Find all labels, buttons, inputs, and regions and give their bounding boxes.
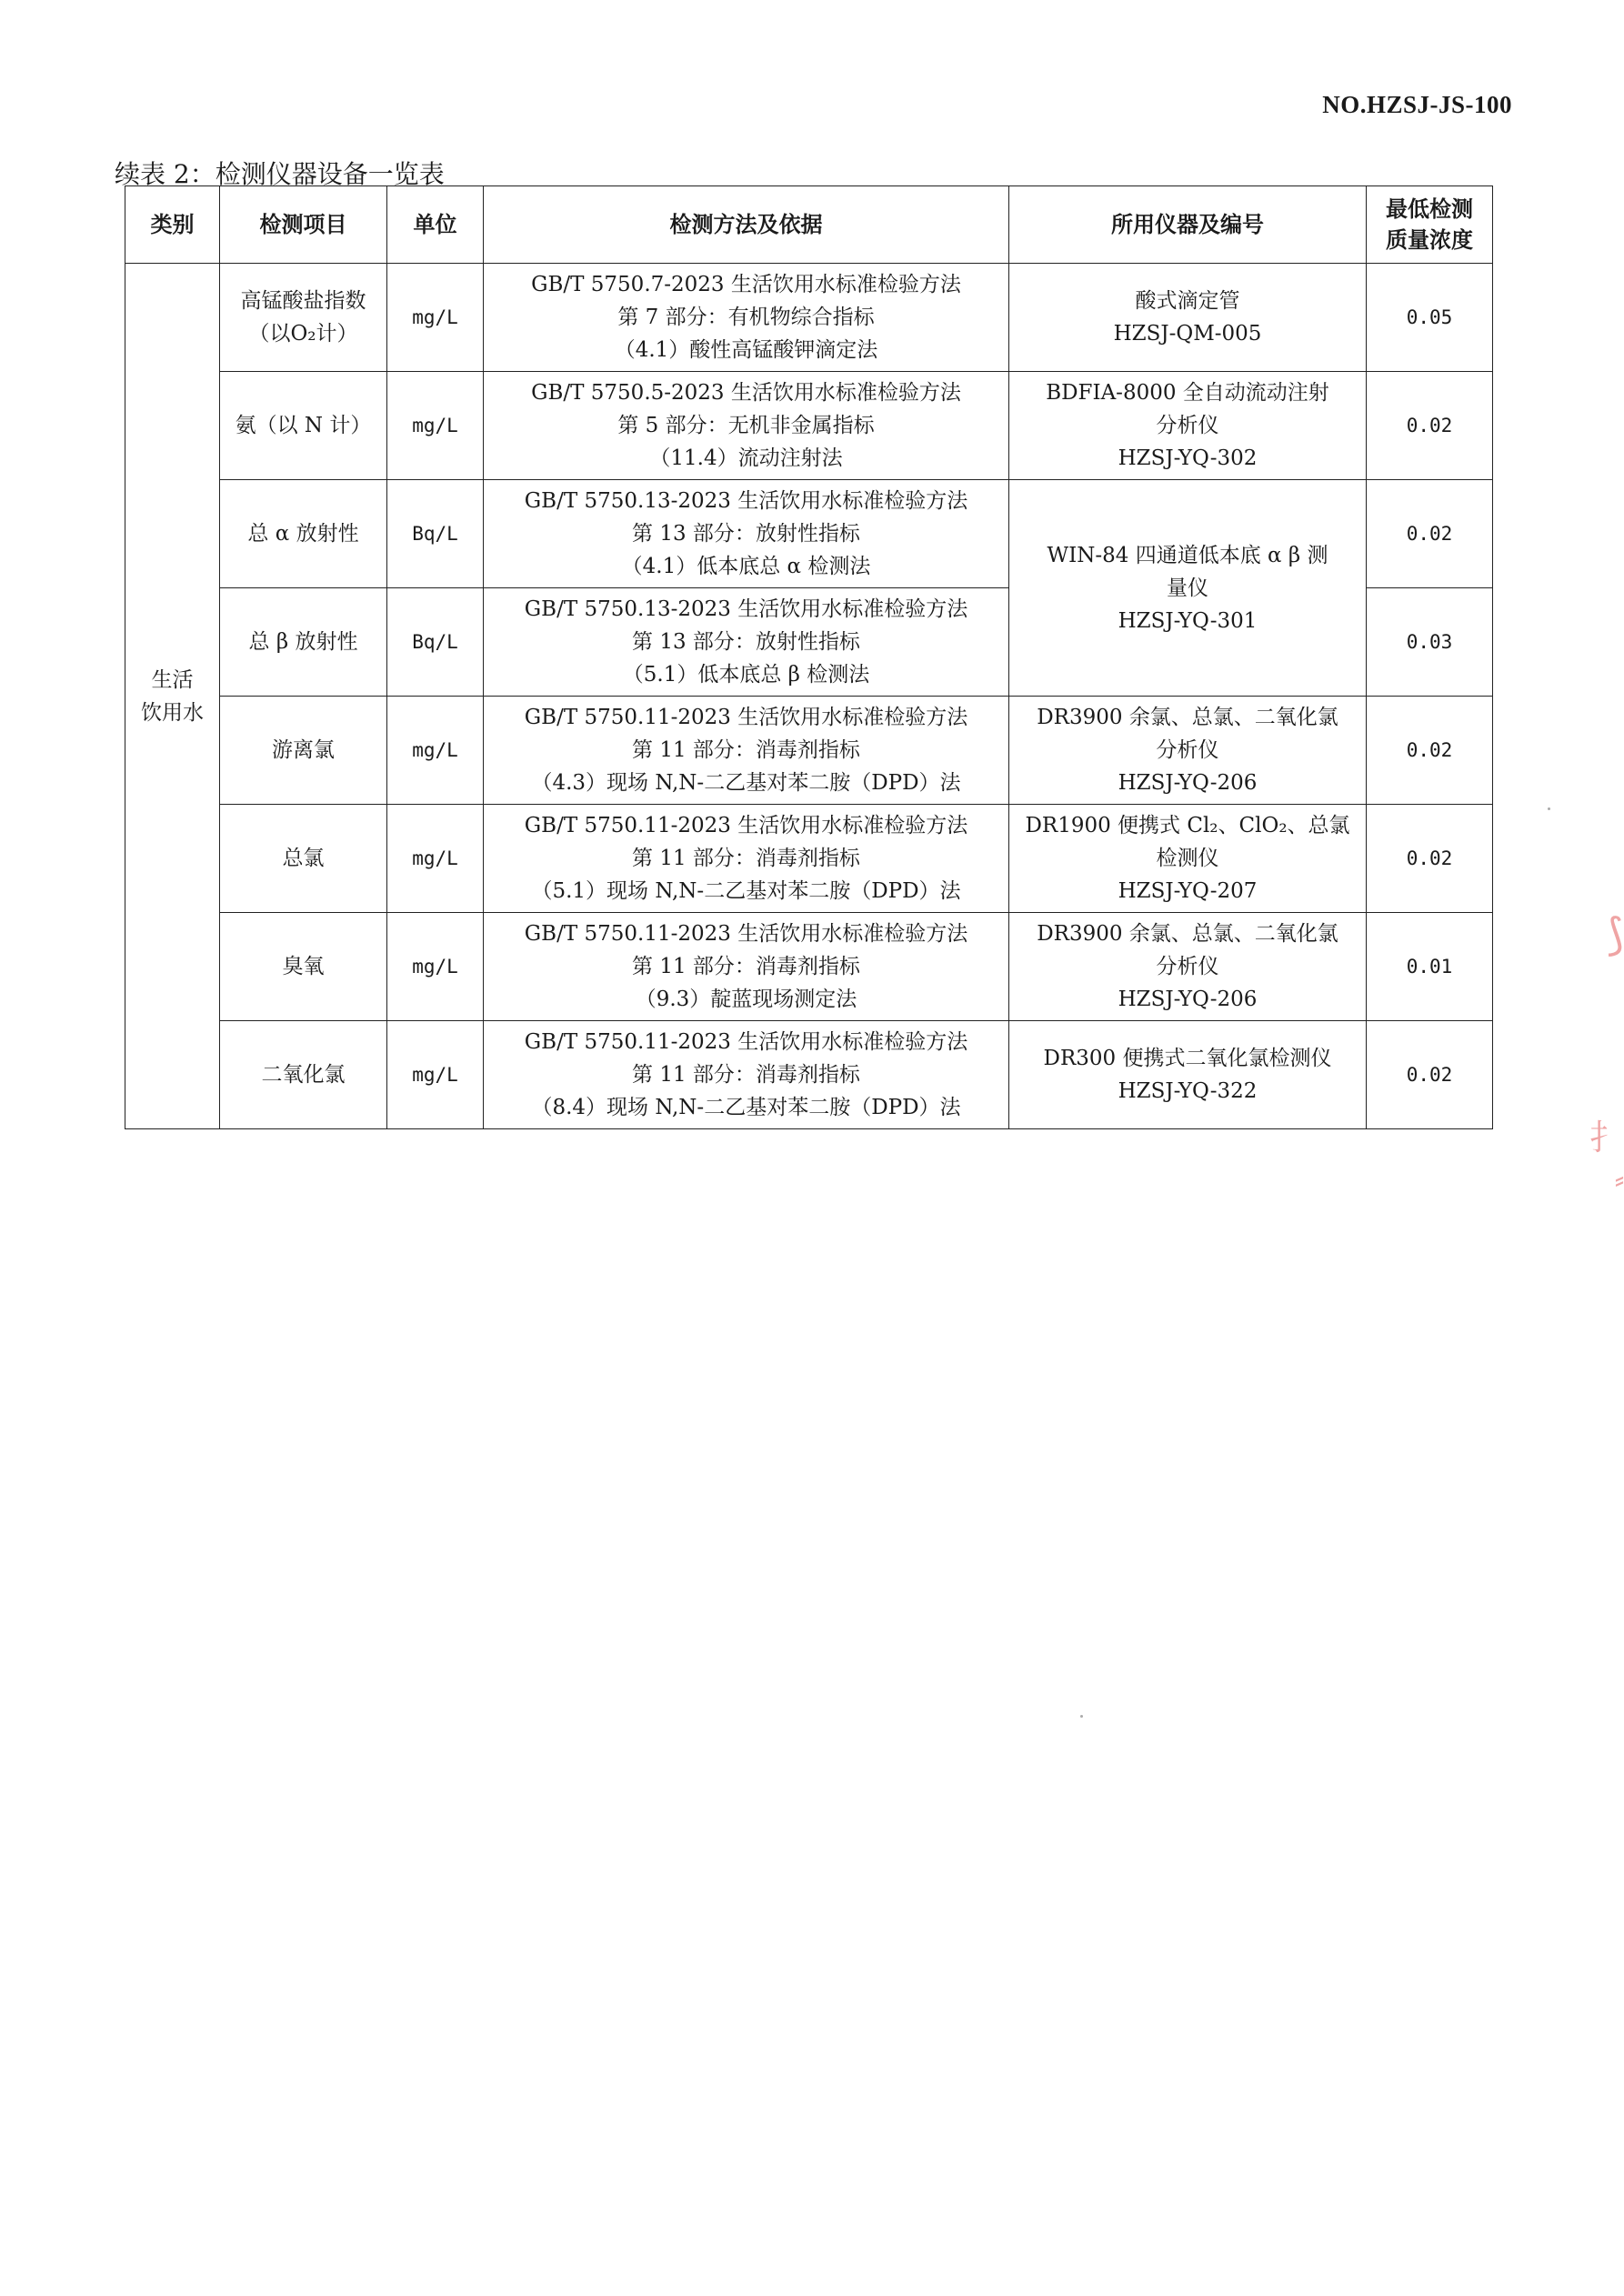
method-part: 第 11 部分：消毒剂指标: [632, 738, 860, 762]
instrument-name: BDFIA-8000 全自动流动注射: [1046, 381, 1329, 405]
item-name: 游离氯: [272, 738, 335, 762]
method-cell: [484, 480, 1009, 588]
seal-fragment-mark: ⟆: [1607, 909, 1624, 960]
item-name-note: （以O₂计）: [248, 322, 358, 346]
instrument-code: HZSJ-YQ-302: [1118, 446, 1258, 470]
method-standard: GB/T 5750.13-2023 生活饮用水标准检验方法: [524, 489, 968, 513]
method-standard: GB/T 5750.11-2023 生活饮用水标准检验方法: [524, 814, 968, 837]
method-part: 第 7 部分：有机物综合指标: [617, 306, 875, 329]
table-title: 续表 2：检测仪器设备一览表: [115, 159, 445, 189]
instrument-table: [125, 185, 1493, 1129]
header-min-concentration: [1367, 186, 1493, 264]
header-min-concentration-line2: 质量浓度: [1386, 226, 1473, 253]
item-cell: [220, 480, 387, 588]
header-category: 类别: [125, 186, 220, 264]
instrument-name-cont: 检测仪: [1156, 847, 1219, 870]
unit-cell: mg/L: [387, 264, 484, 372]
method-clause: （8.4）现场 N,N-二乙基对苯二胺（DPD）法: [531, 1096, 961, 1119]
method-cell: [484, 372, 1009, 480]
instrument-name: WIN-84 四通道低本底 α β 测: [1047, 543, 1328, 567]
instrument-code: HZSJ-QM-005: [1113, 322, 1262, 346]
method-standard: GB/T 5750.5-2023 生活饮用水标准检验方法: [531, 381, 961, 405]
category-cell: [125, 264, 220, 1129]
item-cell: [220, 588, 387, 697]
header-instrument: 所用仪器及编号: [1009, 186, 1367, 264]
table-row: [125, 805, 1493, 913]
category-line1: 生活: [151, 667, 194, 692]
method-clause: （4.1）酸性高锰酸钾滴定法: [614, 338, 878, 362]
min-concentration-cell: 0.02: [1367, 697, 1493, 805]
table-row: [125, 264, 1493, 372]
document-number: NO.HZSJ-JS-100: [1322, 91, 1512, 118]
method-standard: GB/T 5750.11-2023 生活饮用水标准检验方法: [524, 922, 968, 946]
instrument-cell: [1009, 913, 1367, 1021]
unit-cell: mg/L: [387, 697, 484, 805]
method-cell: [484, 805, 1009, 913]
method-part: 第 5 部分：无机非金属指标: [617, 414, 875, 437]
min-concentration-cell: 0.02: [1367, 805, 1493, 913]
seal-fragment-mark: ⸗: [1615, 1164, 1624, 1196]
item-cell: [220, 264, 387, 372]
instrument-name-cont: 分析仪: [1156, 414, 1219, 437]
instrument-cell: [1009, 697, 1367, 805]
min-concentration-cell: 0.02: [1367, 480, 1493, 588]
method-cell: [484, 588, 1009, 697]
unit-cell: mg/L: [387, 805, 484, 913]
method-cell: [484, 264, 1009, 372]
method-part: 第 11 部分：消毒剂指标: [632, 847, 860, 870]
instrument-name-cont: 分析仪: [1156, 738, 1219, 762]
item-name: 总 β 放射性: [248, 630, 358, 654]
instrument-name-cont: 量仪: [1167, 576, 1208, 600]
instrument-cell: [1009, 372, 1367, 480]
instrument-code: HZSJ-YQ-207: [1118, 879, 1258, 903]
min-concentration-cell: 0.03: [1367, 588, 1493, 697]
header-method: 检测方法及依据: [484, 186, 1009, 264]
table-row: [125, 1021, 1493, 1129]
header-min-concentration-line1: 最低检测: [1386, 196, 1473, 222]
item-cell: [220, 805, 387, 913]
instrument-name: DR300 便携式二氧化氯检测仪: [1043, 1047, 1332, 1070]
min-concentration-cell: 0.05: [1367, 264, 1493, 372]
table-row: [125, 697, 1493, 805]
unit-cell: mg/L: [387, 372, 484, 480]
item-cell: [220, 913, 387, 1021]
item-name: 总氯: [282, 847, 325, 870]
method-clause: （11.4）流动注射法: [649, 446, 843, 470]
item-name: 二氧化氯: [261, 1063, 346, 1087]
method-standard: GB/T 5750.7-2023 生活饮用水标准检验方法: [531, 273, 961, 296]
table-row: [125, 480, 1493, 588]
instrument-code: HZSJ-YQ-206: [1118, 988, 1258, 1011]
category-line2: 饮用水: [141, 700, 204, 725]
instrument-code: HZSJ-YQ-322: [1118, 1079, 1258, 1103]
instrument-cell: [1009, 480, 1367, 697]
instrument-name: DR1900 便携式 Cl₂、ClO₂、总氯: [1025, 814, 1350, 837]
method-standard: GB/T 5750.11-2023 生活饮用水标准检验方法: [524, 706, 968, 729]
item-name: 高锰酸盐指数: [240, 289, 366, 313]
item-cell: [220, 697, 387, 805]
unit-cell: mg/L: [387, 913, 484, 1021]
item-cell: [220, 372, 387, 480]
min-concentration-cell: 0.02: [1367, 372, 1493, 480]
table-row: [125, 913, 1493, 1021]
instrument-cell: [1009, 1021, 1367, 1129]
instrument-cell: [1009, 264, 1367, 372]
method-clause: （9.3）靛蓝现场测定法: [635, 988, 857, 1011]
method-clause: （5.1）低本底总 β 检测法: [622, 663, 870, 687]
instrument-name: DR3900 余氯、总氯、二氧化氯: [1037, 922, 1338, 946]
method-clause: （4.3）现场 N,N-二乙基对苯二胺（DPD）法: [531, 771, 961, 795]
method-standard: GB/T 5750.11-2023 生活饮用水标准检验方法: [524, 1030, 968, 1054]
instrument-cell: [1009, 805, 1367, 913]
table-row: [125, 372, 1493, 480]
method-part: 第 11 部分：消毒剂指标: [632, 1063, 860, 1087]
instrument-name-cont: 分析仪: [1156, 955, 1219, 978]
header-unit: 单位: [387, 186, 484, 264]
table-header-row: [125, 186, 1493, 264]
method-part: 第 13 部分：放射性指标: [632, 630, 860, 654]
instrument-name: 酸式滴定管: [1135, 289, 1240, 313]
scan-speck: [1080, 1715, 1083, 1718]
method-cell: [484, 1021, 1009, 1129]
scan-speck: [1548, 807, 1550, 810]
min-concentration-cell: 0.02: [1367, 1021, 1493, 1129]
unit-cell: Bq/L: [387, 588, 484, 697]
instrument-code: HZSJ-YQ-206: [1118, 771, 1258, 795]
method-standard: GB/T 5750.13-2023 生活饮用水标准检验方法: [524, 597, 968, 621]
item-name: 臭氧: [282, 955, 325, 978]
item-name: 总 α 放射性: [247, 522, 359, 546]
method-cell: [484, 697, 1009, 805]
method-clause: （5.1）现场 N,N-二乙基对苯二胺（DPD）法: [531, 879, 961, 903]
seal-fragment-mark: 扌: [1589, 1118, 1624, 1158]
min-concentration-cell: 0.01: [1367, 913, 1493, 1021]
method-part: 第 11 部分：消毒剂指标: [632, 955, 860, 978]
unit-cell: mg/L: [387, 1021, 484, 1129]
method-clause: （4.1）低本底总 α 检测法: [621, 555, 871, 578]
method-part: 第 13 部分：放射性指标: [632, 522, 860, 546]
item-name: 氨（以 N 计）: [235, 414, 372, 437]
unit-cell: Bq/L: [387, 480, 484, 588]
instrument-name: DR3900 余氯、总氯、二氧化氯: [1037, 706, 1338, 729]
header-item: 检测项目: [220, 186, 387, 264]
item-cell: [220, 1021, 387, 1129]
instrument-code: HZSJ-YQ-301: [1118, 608, 1258, 633]
method-cell: [484, 913, 1009, 1021]
